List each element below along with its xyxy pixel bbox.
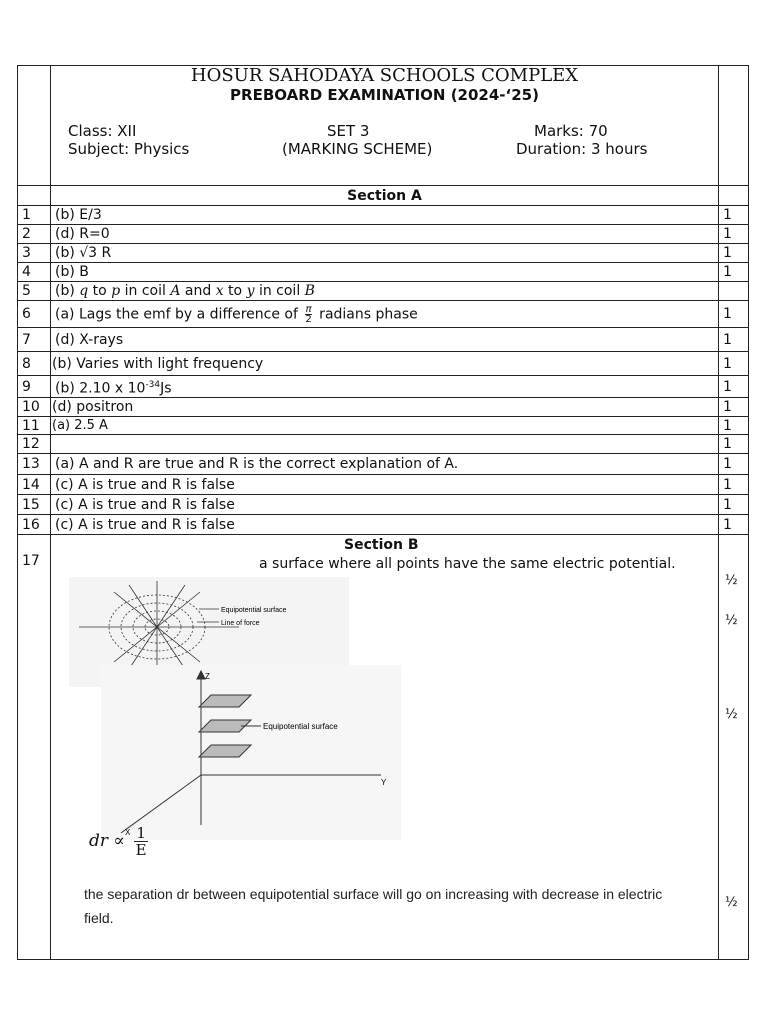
mark-cell: 1 (719, 475, 749, 495)
table-row (18, 435, 749, 454)
answer-cell: (c) A is true and R is false (51, 495, 719, 515)
mark-cell: 1 (719, 244, 749, 263)
table-row (18, 206, 749, 225)
mark-cell: 1 (719, 515, 749, 535)
answer-cell: (b) q to p in coil A and x to y in coil B (51, 282, 719, 301)
answer-cell: (b) Varies with light frequency (51, 352, 719, 376)
mark-cell: 1 (719, 454, 749, 475)
question-number: 14 (18, 475, 51, 495)
equipotential-plane-figure (101, 665, 401, 840)
table-row (18, 475, 749, 495)
table-row (18, 328, 749, 352)
marks-label: Marks: 70 (534, 122, 608, 140)
scheme-label: (MARKING SCHEME) (282, 140, 433, 158)
question-number: 13 (18, 454, 51, 475)
answer-cell: (c) A is true and R is false (51, 515, 719, 535)
table-row (18, 417, 749, 435)
question-number: 7 (18, 328, 51, 352)
question-number: 17 (18, 535, 51, 960)
definition-text: a surface where all points have the same electric potential. (259, 556, 676, 572)
answer-cell: (a) A and R are true and R is the correct explanation of A. (51, 454, 719, 475)
mark-cell: 1 (719, 263, 749, 282)
question-number: 11 (18, 417, 51, 435)
proportionality-formula: dr ∝ $\frac{1}{E}$ (89, 824, 147, 859)
header-row (18, 66, 749, 186)
table-row (18, 515, 749, 535)
half-mark: ½ (725, 613, 738, 628)
answer-cell: (a) 2.5 A (51, 417, 719, 435)
explanation-text: the separation dr between equipotential surface will go on increasing with decrease in electric field. (84, 886, 663, 926)
section-b-title: Section B (344, 537, 419, 553)
table-row (18, 282, 749, 301)
mark-cell (719, 282, 749, 301)
question-number: 3 (18, 244, 51, 263)
question-number: 1 (18, 206, 51, 225)
question-number: 15 (18, 495, 51, 515)
half-mark: ½ (725, 707, 738, 722)
marks-cell-17 (719, 535, 749, 960)
answer-cell: (d) X-rays (51, 328, 719, 352)
equipotential-label: Equipotential surface (263, 722, 338, 731)
mark-cell: 1 (719, 328, 749, 352)
answer-cell (51, 435, 719, 454)
answer-cell: (b) B (51, 263, 719, 282)
equipotential-label: Equipotential surface (221, 607, 287, 614)
question-number: 8 (18, 352, 51, 376)
mark-cell: 1 (719, 435, 749, 454)
table-row (18, 352, 749, 376)
y-axis-label: Y (381, 778, 387, 787)
half-mark: ½ (725, 895, 738, 910)
table-row (18, 263, 749, 282)
duration-label: Duration: 3 hours (516, 140, 648, 158)
question-number: 6 (18, 301, 51, 328)
line-of-force-label: Line of force (221, 620, 260, 627)
set-label: SET 3 (327, 122, 370, 140)
table-row (18, 244, 749, 263)
question-number: 5 (18, 282, 51, 301)
mark-cell: 1 (719, 376, 749, 398)
table-row (18, 301, 749, 328)
question-number: 10 (18, 398, 51, 417)
mark-cell: 1 (719, 495, 749, 515)
table-row (18, 495, 749, 515)
question-number: 12 (18, 435, 51, 454)
table-row (18, 398, 749, 417)
section-a-header-row (18, 186, 749, 206)
answer-cell: (b) E/3 (51, 206, 719, 225)
question-number: 2 (18, 225, 51, 244)
exam-meta (51, 123, 718, 167)
table-row (18, 454, 749, 475)
subject-label: Subject: Physics (68, 140, 190, 158)
mark-cell: 1 (719, 398, 749, 417)
answer-cell: (b) √3 R (51, 244, 719, 263)
mark-cell: 1 (719, 352, 749, 376)
fraction: $\frac{\pi}{2}$ (305, 303, 312, 325)
question-number: 16 (18, 515, 51, 535)
answer-cell: (a) Lags the emf by a difference of $\frac{\pi}{2}$ radians phase (51, 301, 719, 328)
header-cell (51, 66, 719, 186)
section-b-row (18, 535, 749, 960)
answer-cell: (c) A is true and R is false (51, 475, 719, 495)
table-row (18, 225, 749, 244)
school-name: HOSUR SAHODAYA SCHOOLS COMPLEX (190, 65, 579, 86)
half-mark: ½ (725, 573, 738, 588)
x-axis-label: X (125, 828, 131, 837)
answer-cell-17 (51, 535, 719, 960)
answer-cell: (b) 2.10 x $10^{-34}Js$ (51, 376, 719, 398)
mark-cell: 1 (719, 301, 749, 328)
mark-cell: 1 (719, 206, 749, 225)
class-label: Class: XII (68, 122, 137, 140)
mark-cell: 1 (719, 417, 749, 435)
answer-cell: (d) positron (51, 398, 719, 417)
marking-scheme-table (17, 65, 749, 960)
z-axis-label: Z (205, 672, 210, 681)
exam-title: PREBOARD EXAMINATION (2024-‘25) (230, 86, 539, 104)
question-number: 9 (18, 376, 51, 398)
mark-cell: 1 (719, 225, 749, 244)
section-a-title: Section A (51, 186, 719, 206)
answer-cell: (d) R=0 (51, 225, 719, 244)
question-number: 4 (18, 263, 51, 282)
table-row (18, 376, 749, 398)
